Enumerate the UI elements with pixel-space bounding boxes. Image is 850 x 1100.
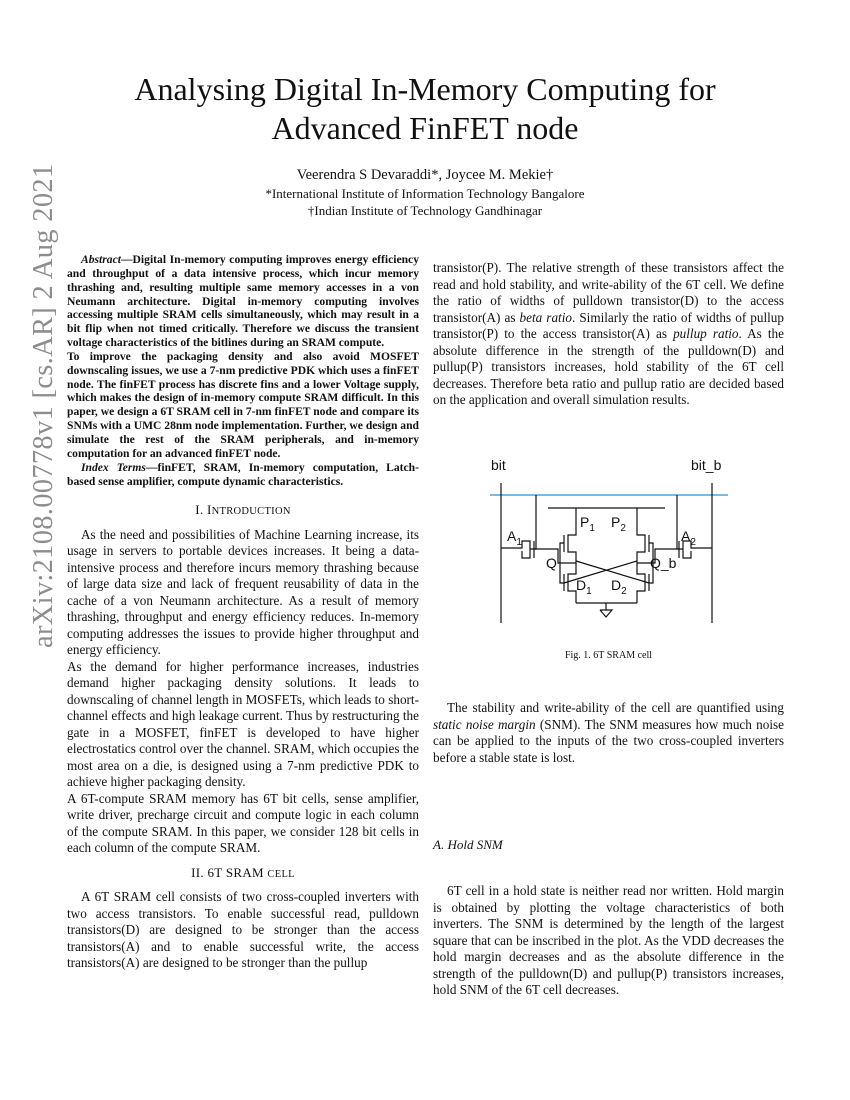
snm-text-a: The stability and write-ability of the cell are quantified using [447, 700, 784, 715]
snm-term: static noise margin [433, 716, 536, 732]
right-column-lower [433, 700, 784, 766]
abstract-text-1: —Digital In-memory computing improves energy efficiency and throughput of a data intensive process, which incur memory thrashing and, resulting multiple same memory accesses in a von Neumann architecture. Digital in-memory computing involves accessing multiple SRAM cells simultaneously, which may result in a bit flip when not timed critically. Therefore we discuss the transient voltage characteristics of the bitlines during an SRAM compute. [67, 253, 419, 350]
label-q: Q [546, 555, 557, 571]
ratio-paragraph [433, 260, 784, 409]
arxiv-side-stamp: arXiv:2108.00778v1 [cs.AR] 2 Aug 2021 [28, 163, 59, 648]
label-p1-sub: 1 [589, 523, 595, 534]
right-column-bottom [433, 883, 784, 999]
label-p2-main: P [611, 514, 621, 530]
sram-paragraph-1: A 6T SRAM cell consists of two cross-coupled inverters with two access transistors. To enable successful read, pulldown transistors(D) are designed to be stronger than the access transistors(A) and to enable successful write, the access transistors(A) are designed to be stronger than the pullup [67, 889, 419, 971]
title-line-2: Advanced FinFET node [271, 110, 579, 146]
label-d2-main: D [611, 577, 622, 593]
ratio-text-b: . Similarly the ratio of widths of pullup transistor(P) to the access transistor(A) as [433, 309, 784, 341]
hold-snm-paragraph: 6T cell in a hold state is neither read nor written. Hold margin is obtained by plotting the voltage characteristics of both inverters. The SNM is determined by the length of the largest square that can be inscribed in the plot. As the VDD decreases the hold margin decreases and as the absolute difference in the strength of the pulldown(D) and pullup(P) transistors increases, hold SNM of the 6T cell decreases. [433, 883, 784, 997]
label-a2-sub: 2 [690, 537, 696, 548]
snm-text-b: (SNM). The SNM measures how much noise can be applied to the inputs of the two cross-coupled inverters before a stable state is lost. [433, 716, 784, 765]
pullup-p2 [637, 508, 645, 568]
subsection-hold-snm: A. Hold SNM [433, 837, 503, 852]
abstract-label: Abstract [81, 253, 121, 266]
title-line-1: Analysing Digital In-Memory Computing for [134, 71, 716, 107]
label-bit-b: bit_b [691, 457, 722, 473]
section-1-title: NTRODUCTION [211, 506, 291, 518]
snm-paragraph [433, 700, 784, 766]
affiliation-2: †Indian Institute of Technology Gandhinagar [307, 203, 543, 218]
label-d1-sub: 1 [586, 586, 592, 597]
index-terms [67, 461, 419, 489]
section-2-title-caps: CELL [267, 868, 295, 880]
intro-paragraph-1: As the need and possibilities of Machine Learning increase, its usage in servers to portable devices increases. It being a data-intensive process and therefore incurs memory thrashing because of large data size and lack of frequent reusability of data in the cache of a von Neumann architecture. As a result of memory thrashing, throughput and energy efficiency reduces. In-memory computing addresses the issues to provide higher throughput and energy efficiency. [67, 526, 419, 658]
abstract-paragraph-2: To improve the packaging density and also avoid MOSFET downscaling issues, we use a 7-nm predictive PDK which uses a finFET node. The finFET process has discrete fins and a lower Voltage supply, which makes the design of in-memory compute SRAM difficult. In this paper, we design a 6T SRAM cell in 7-nm finFET node and compare its SNMs with a UMC 28nm node implementation. Further, we design and simulate the rest of the SRAM peripherals, and in-memory computation for an advanced finFET node. [67, 349, 419, 460]
label-q-b: Q_b [650, 555, 677, 571]
left-column [67, 253, 419, 972]
pullup-p1 [568, 508, 576, 568]
label-p2 [611, 514, 626, 534]
index-terms-text: —finFET, SRAM, In-memory computation, Latch-based sense amplifier, compute dynamic characteristics. [67, 460, 419, 488]
label-p2-sub: 2 [620, 523, 626, 534]
label-p1-main: P [580, 514, 590, 530]
a2-gate-wire [677, 495, 679, 549]
section-1-numeral: I. I [195, 502, 212, 518]
index-terms-label: Index Terms [81, 460, 146, 474]
abstract-paragraph-1 [67, 253, 419, 350]
sram-cell-figure [488, 453, 733, 623]
label-d1-main: D [576, 577, 587, 593]
ground-symbol [600, 610, 612, 617]
label-a1-main: A [507, 528, 517, 544]
beta-ratio-term: beta ratio [519, 309, 572, 325]
ratio-text-c: . As the absolute difference in the strength of the pulldown(D) and pullup(P) transistors increases, hold stability of the 6T cell decreases. Therefore beta ratio and pullup ratio are decided based on the application and overall simulation results. [433, 326, 784, 407]
pulldown-d2 [637, 568, 645, 603]
section-2-title: II. 6T SRAM [191, 864, 268, 880]
label-d2-sub: 2 [621, 586, 627, 597]
label-bit: bit [491, 457, 506, 473]
section-heading-introduction [67, 502, 419, 521]
label-p1 [580, 514, 595, 534]
label-d2 [611, 577, 627, 597]
label-a1 [507, 528, 522, 548]
pulldown-d1 [568, 568, 576, 603]
section-heading-6t-sram [67, 865, 419, 884]
ratio-text-a: transistor(P). The relative strength of these transistors affect the read and hold stability, and write-ability of the 6T cell. We define the ratio of widths of pulldown transistor(D) to the access transistor(A) as [433, 260, 784, 325]
label-d1 [576, 577, 592, 597]
paper-title [60, 70, 790, 148]
author-list: Veerendra S Devaraddi*, Joycee M. Mekie† [296, 167, 554, 183]
abstract [67, 253, 419, 488]
label-a1-sub: 1 [516, 537, 522, 548]
label-a2-main: A [681, 528, 691, 544]
pullup-ratio-term: pullup ratio [673, 326, 739, 341]
figure-caption: Fig. 1. 6T SRAM cell [564, 650, 653, 661]
affiliation-1: *International Institute of Information Technology Bangalore [265, 186, 585, 201]
a1-gate-wire [534, 495, 536, 549]
circuit-wiring [501, 483, 712, 623]
right-column [433, 260, 784, 409]
intro-paragraph-2: As the demand for higher performance increases, industries demand higher packaging density solutions. It leads to downscaling of channel length in MOSFETs, which leads to short-channel effects and high leakage current. Thus by restructuring the gate in a MOSFET, finFET is developed to have higher electrostatics control over the channel. SRAM, which occupies the most area on a die, is designed using a 7-nm predictive PDK to achieve higher packaging density. [67, 658, 419, 790]
intro-paragraph-3: A 6T-compute SRAM memory has 6T bit cells, sense amplifier, write driver, precharge circuit and compute logic in each column of the compute SRAM. In this paper, we consider 128 bit cells in each column of the compute SRAM. [67, 790, 419, 856]
cross-couple-2 [564, 561, 637, 583]
